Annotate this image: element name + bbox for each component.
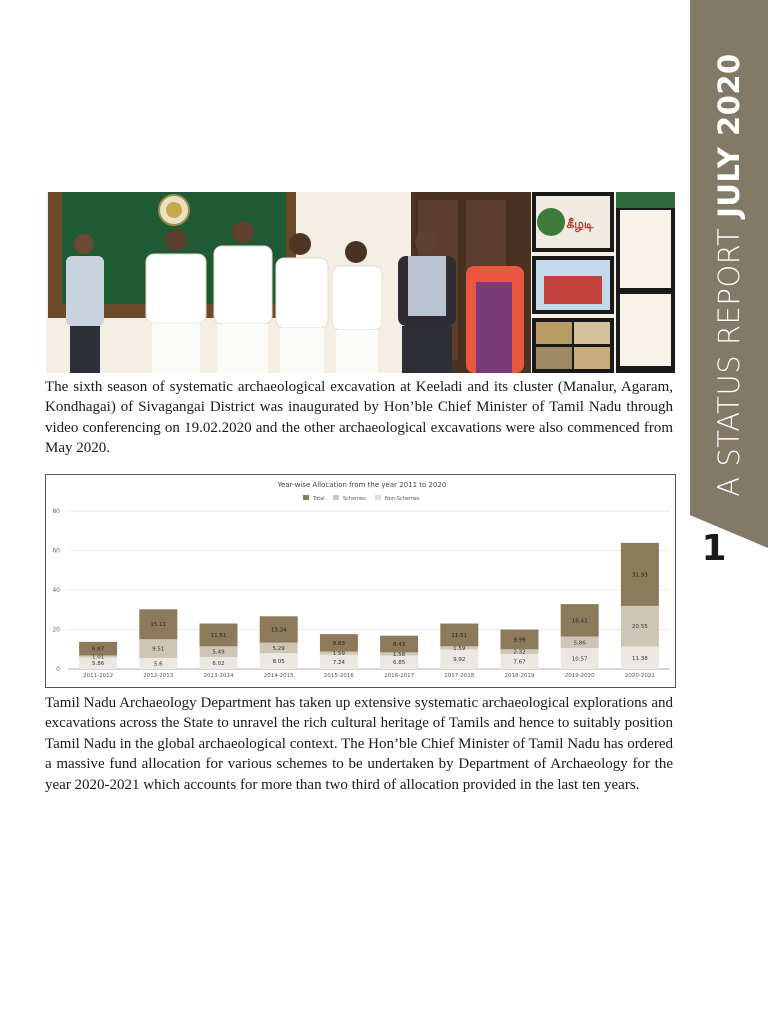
y-tick-label: 60	[52, 547, 60, 555]
data-label-non-schemes: 10.57	[571, 656, 588, 663]
data-label-total: 13.34	[270, 627, 287, 634]
allocation-chart	[45, 474, 676, 688]
data-label-schemes: 9.51	[152, 646, 165, 653]
data-label-schemes: 1.01	[91, 654, 105, 661]
data-label-schemes: 1.58	[392, 651, 406, 658]
legend-label-schemes: Schemes	[343, 496, 366, 502]
x-category-label: 2012-2013	[143, 673, 174, 679]
screen-signage: கீழடி	[566, 217, 594, 231]
y-tick-label: 20	[52, 626, 60, 634]
x-category-label: 2018-2019	[504, 673, 535, 679]
data-label-schemes: 2.32	[513, 649, 526, 656]
legend-swatch-non-schemes	[375, 495, 381, 500]
report-title-vertical	[712, 53, 746, 496]
data-label-total: 9.99	[513, 637, 526, 644]
data-label-total: 8.83	[332, 640, 346, 647]
chart-title: Year-wise Allocation from the year 2011 to 2020	[277, 481, 447, 489]
x-category-label: 2013-2014	[203, 673, 234, 679]
y-tick-label: 0	[56, 666, 60, 673]
data-label-schemes: 5.29	[272, 645, 285, 652]
data-label-total: 6.87	[91, 646, 105, 653]
chart-legend	[303, 495, 420, 502]
x-category-label: 2014-2015	[263, 673, 294, 679]
data-label-total: 31.93	[632, 572, 648, 579]
data-label-total: 8.43	[392, 642, 406, 649]
data-label-schemes: 1.59	[332, 651, 346, 658]
y-tick-label: 80	[52, 508, 60, 515]
x-category-label: 2011-2012	[83, 673, 114, 679]
inauguration-photo	[46, 192, 675, 373]
data-label-non-schemes: 8.05	[272, 659, 285, 666]
data-label-schemes: 20.55	[632, 624, 648, 631]
data-label-non-schemes: 7.24	[332, 659, 346, 666]
data-label-non-schemes: 6.85	[392, 660, 406, 667]
chart-svg	[46, 475, 675, 687]
page-number: 1	[701, 528, 727, 569]
legend-swatch-schemes	[333, 495, 339, 500]
data-label-non-schemes: 7.67	[513, 659, 526, 666]
y-tick-label: 40	[52, 587, 60, 594]
data-label-non-schemes: 9.92	[453, 657, 466, 664]
data-label-non-schemes: 5.6	[153, 661, 163, 668]
legend-label-total: Total	[313, 496, 325, 502]
legend-label-non-schemes: Non-Schemes	[385, 496, 420, 502]
data-label-schemes: 5.49	[212, 649, 225, 656]
x-category-label: 2017-2018	[444, 673, 475, 679]
x-category-label: 2019-2020	[564, 673, 595, 679]
legend-swatch-total	[303, 495, 309, 500]
x-category-label: 2015-2016	[323, 673, 354, 679]
data-label-non-schemes: 11.38	[632, 655, 648, 662]
x-category-label: 2020-2021	[624, 673, 655, 679]
report-title-date: JULY 2020	[712, 53, 746, 218]
photo-illustration	[46, 192, 675, 373]
data-label-non-schemes: 5.86	[91, 661, 105, 668]
x-category-label: 2016-2017	[384, 673, 415, 679]
chart-bars	[79, 543, 659, 669]
data-label-total: 16.43	[571, 618, 588, 625]
data-label-schemes: 1.59	[453, 645, 466, 652]
data-label-non-schemes: 6.02	[212, 661, 225, 668]
data-label-total: 15.11	[150, 622, 167, 629]
data-label-total: 11.51	[210, 632, 227, 639]
paragraph-excavation: The sixth season of systematic archaeological excavation at Keeladi and its cluster (Manalur, Agaram, Kondhagai) of Sivagangai District was inaugurated by Hon’ble Chief Minister of Tamil Nadu through video conferencing on 19.02.2020 and the other archaeological excavations were also commenced from May 2020.	[45, 379, 673, 457]
data-label-schemes: 5.86	[573, 640, 586, 647]
paragraph-allocation: Tamil Nadu Archaeology Department has taken up extensive systematic archaeological explorations and excavations across the State to unravel the rich cultural heritage of Tamils and hence to suitably position Tamil Nadu in the global archaeological context. The Hon’ble Chief Minister of Tamil Nadu has ordered a massive fund allocation for various schemes to be undertaken by Department of Archaeology for the year 2020-2021 which accounts for more than two third of allocation provided in the last ten years.	[45, 695, 673, 793]
data-label-total: 11.51	[451, 632, 468, 639]
report-title-prefix: A STATUS REPORT	[712, 217, 746, 497]
